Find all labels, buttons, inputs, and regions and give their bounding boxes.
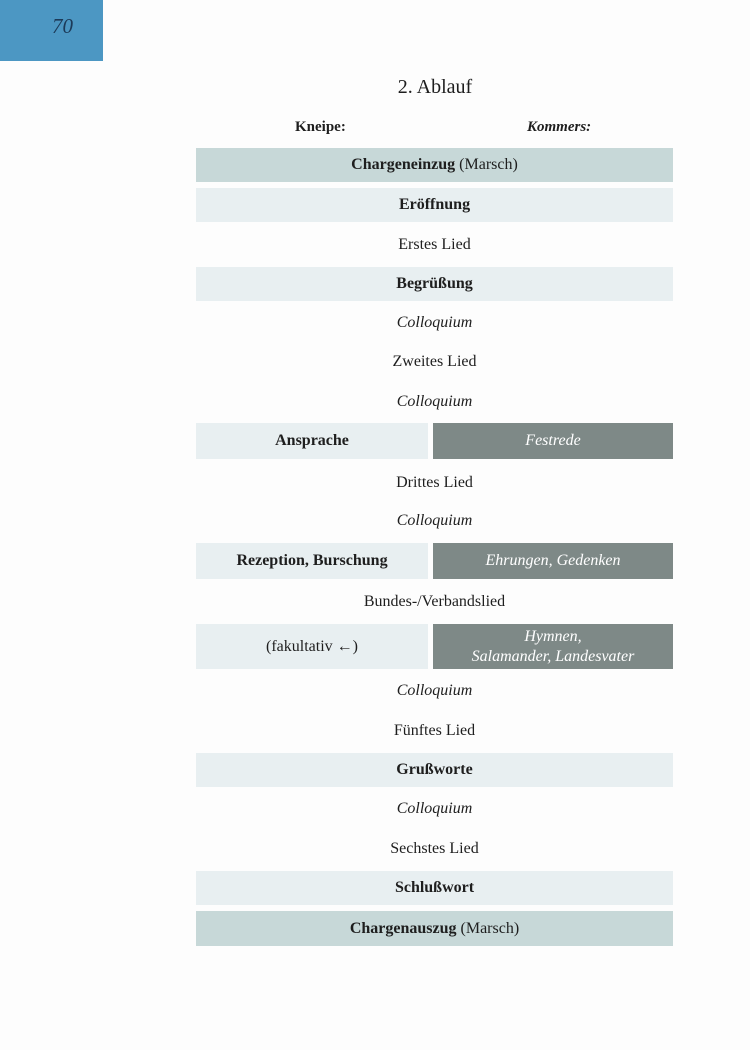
row-hymnen: [433, 624, 673, 669]
row-ehrungen-gedenken: Ehrungen, Gedenken: [433, 543, 673, 579]
row-schlusswort: Schlußwort: [196, 871, 673, 905]
row-bundeslied: Bundes-/Verbandslied: [363, 593, 506, 610]
row-chargeneinzug-label: Chargeneinzug: [351, 156, 456, 173]
column-header-kneipe: Kneipe:: [295, 119, 346, 135]
row-colloquium-5: Colloquium: [396, 800, 473, 817]
row-colloquium-3: Colloquium: [396, 512, 473, 529]
column-header-kommers: Kommers:: [527, 119, 592, 135]
row-hymnen-line1: Hymnen,: [524, 627, 582, 645]
row-colloquium-4: Colloquium: [396, 682, 473, 699]
row-rezeption-burschung: Rezeption, Burschung: [196, 543, 428, 579]
row-chargeneinzug: [196, 148, 673, 182]
row-fuenftes-lied: Fünftes Lied: [393, 722, 476, 739]
row-chargenauszug-note: (Marsch): [456, 919, 520, 937]
row-colloquium-2: Colloquium: [396, 393, 473, 410]
row-sechstes-lied: Sechstes Lied: [390, 840, 479, 857]
row-chargeneinzug-note: (Marsch): [455, 156, 518, 173]
row-begruessung: Begrüßung: [196, 267, 673, 301]
row-ansprache: Ansprache: [196, 423, 428, 459]
page-number-tab: [0, 0, 103, 61]
row-chargenauszug: [196, 911, 673, 946]
row-grussworte: Grußworte: [196, 753, 673, 787]
row-festrede: Festrede: [433, 423, 673, 459]
page-number: 70: [52, 14, 73, 38]
row-hymnen-line2: Salamander, Landesvater: [471, 647, 635, 665]
row-eroeffnung: Eröffnung: [196, 188, 673, 222]
row-drittes-lied: Drittes Lied: [396, 474, 473, 491]
row-fakultativ: (fakultativ ←): [196, 624, 428, 669]
row-zweites-lied: Zweites Lied: [392, 353, 477, 370]
section-title: 2. Ablauf: [397, 76, 473, 98]
row-colloquium-1: Colloquium: [396, 314, 473, 331]
row-erstes-lied: Erstes Lied: [398, 236, 471, 253]
row-chargenauszug-label: Chargenauszug: [349, 919, 457, 937]
